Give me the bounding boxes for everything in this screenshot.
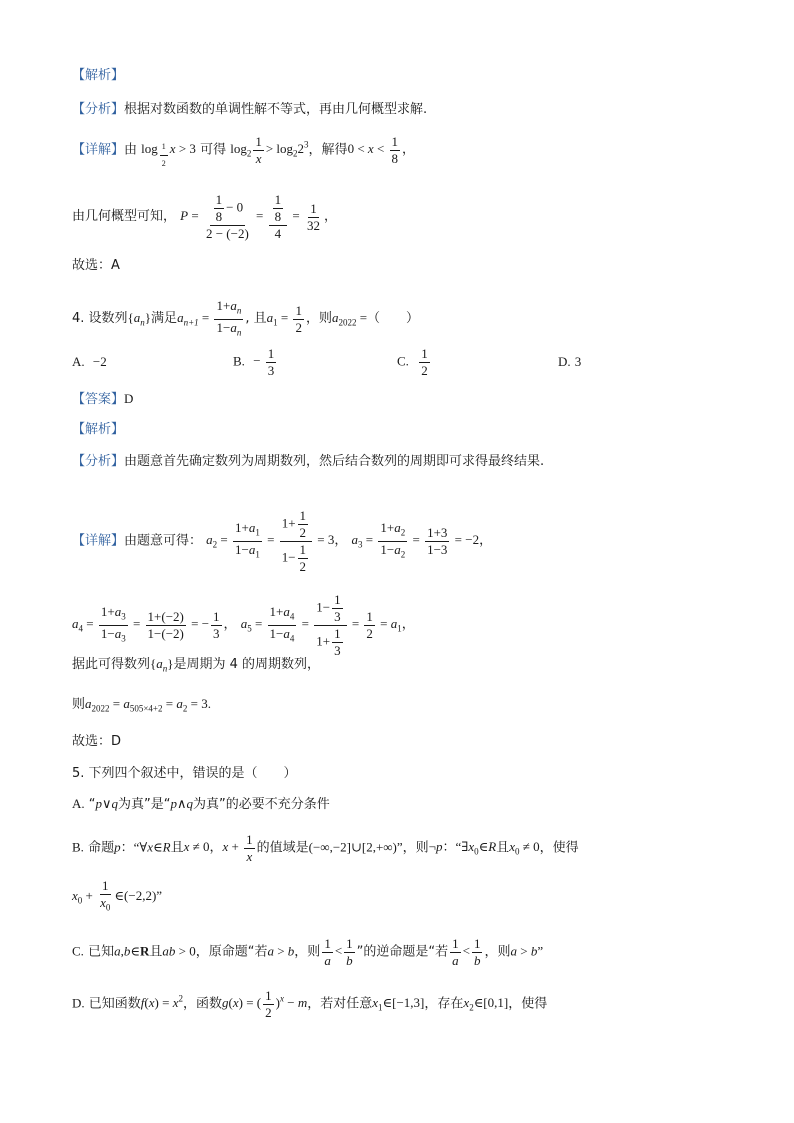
q5-c-text-1: 已知 bbox=[88, 944, 115, 960]
q4-option-b-label: B. bbox=[233, 353, 245, 369]
q5-a-p2: p bbox=[170, 796, 178, 811]
q5-a-q1: q bbox=[111, 796, 119, 811]
q4-period-prefix: 据此可得数列 bbox=[72, 657, 151, 672]
q4-seq: $\{a_n\}$ bbox=[127, 310, 152, 328]
q4-recurrence: $a_{n+1}$ = $\frac{1+a_n}{1-a_n}$ bbox=[177, 298, 242, 338]
q5-d-text-4: ，存在 bbox=[424, 996, 464, 1012]
q5-b-result: $x_0$ + $\frac{1}{x_0}$ ∈(−2,2)” bbox=[72, 878, 163, 913]
q4-option-a-value: −2 bbox=[92, 354, 107, 369]
q5-a-and: ∧ bbox=[177, 796, 187, 811]
q4-jiexi-tag: 【解析】 bbox=[72, 422, 125, 437]
q4-period-suffix: 是周期为 4 的周期数列， bbox=[173, 657, 321, 672]
q3-log-ineq: log $_{\frac{1}{2}}$ x > 3 bbox=[141, 141, 196, 156]
q5-b-p: p bbox=[114, 839, 121, 855]
q5-d-text-2: ，函数 bbox=[183, 996, 223, 1012]
q5-a-or: ∨ bbox=[102, 796, 112, 811]
q5-c-ab: a,b∈R bbox=[114, 943, 150, 959]
q5-d-text-3: ，若对任意 bbox=[307, 996, 373, 1012]
q4-answer-value: D bbox=[124, 391, 134, 406]
q4-stem-end: （ ） bbox=[367, 311, 420, 327]
q5-c-text-6: ，则 bbox=[484, 944, 511, 960]
q4-stem-mid2: , 且 bbox=[245, 311, 267, 327]
q5-c-text-5: ”的逆命题是“若 bbox=[356, 944, 449, 960]
q4-fenxi-tag: 【分析】 bbox=[72, 454, 125, 469]
q5-d-text-1: 已知函数 bbox=[88, 996, 141, 1012]
q5-d-label: D. bbox=[72, 995, 85, 1011]
q3-xiangjie-tag: 【详解】 bbox=[72, 142, 125, 158]
q5-d-x1: $x_1\in[-1,3]$ bbox=[372, 995, 425, 1014]
q4-option-d bbox=[558, 354, 581, 370]
q5-b-text-2: 且 bbox=[170, 840, 184, 856]
q4-option-c bbox=[397, 346, 432, 379]
q4-answer bbox=[72, 389, 133, 410]
q3-prob-formula: P = $\frac{1}{8}$ − 0 2 − (−2) = $\frac{\frac{1}{8}}{4}$ = $\frac{1}{32}$ ， bbox=[180, 192, 337, 241]
q5-c-recip: $\frac{1}{a}$ < $\frac{1}{b}$ bbox=[324, 936, 353, 968]
q5-a-q2: q bbox=[186, 796, 194, 811]
q4-xiangjie-line bbox=[72, 508, 492, 575]
q5-b-text-4: ，则 bbox=[402, 840, 429, 856]
q5-option-b bbox=[72, 832, 579, 865]
q4-a5-calc: $a_5$ = $\frac{1+a_4}{1-a_4}$ = 1− $\frac{1}{3}$ 1+ $\frac{1}{3}$ = $\frac{1}{2}$ = $a_1$， bbox=[240, 592, 415, 658]
q5-d-x2: $x_2\in[0,1]$ bbox=[463, 995, 509, 1014]
q4-option-b bbox=[233, 346, 278, 379]
q3-fenxi-text: 根据对数函数的单调性解不等式，再由几何概型求解. bbox=[124, 102, 428, 117]
q5-a-text-1: 为真”是“ bbox=[118, 797, 171, 812]
q5-stem: 5. 下列四个叙述中，错误的是（ ） bbox=[72, 766, 297, 781]
q5-b-range: (−∞,−2]∪[2,+∞)” bbox=[308, 839, 403, 855]
q5-b-label: B. bbox=[72, 839, 84, 855]
q5-c-agtb-2: a > b” bbox=[510, 943, 544, 959]
q3-geo-prefix: 由几何概型可知， bbox=[72, 208, 177, 224]
q4-option-c-value: $\frac{1}{2}$ bbox=[421, 346, 428, 378]
q4-xiangjie-tag: 【详解】 bbox=[72, 533, 125, 549]
q3-xiangjie-mid: 可得 bbox=[200, 142, 227, 158]
q4-a4-calc: $a_4$ = $\frac{1+a_3}{1-a_3}$ = $\frac{1+(-2)}{1-(-2)}$ = − $\frac{1}{3}$ ， bbox=[72, 604, 237, 644]
q4-a3-calc: $a_3$ = $\frac{1+a_2}{1-a_2}$ = $\frac{1+3}{1-3}$ = −2， bbox=[351, 520, 493, 560]
q5-d-g: g(x) = ( $\frac{1}{2}$ )$^x$ − m bbox=[222, 988, 308, 1020]
q5-c-recip-2: $\frac{1}{a}$ < $\frac{1}{b}$ bbox=[452, 936, 481, 968]
q3-fenxi-tag: 【分析】 bbox=[72, 102, 125, 117]
q5-c-text-2: 且 bbox=[149, 944, 163, 960]
q5-b-text-6: ，使得 bbox=[539, 840, 579, 856]
q5-b-text-5: 且 bbox=[496, 840, 510, 856]
q4-period-seq: $\{a_n\}$ bbox=[150, 656, 174, 674]
q4-stem-prefix: 4. 设数列 bbox=[72, 311, 128, 327]
q5-a-text-2: 为真”的必要不充分条件 bbox=[193, 797, 330, 812]
q3-jiexi-tag: 【解析】 bbox=[72, 68, 125, 83]
q5-option-a bbox=[72, 794, 330, 815]
q5-c-abpos: ab > 0 bbox=[162, 943, 196, 959]
q5-a-open-quote: “ bbox=[88, 797, 96, 812]
q4-a4-a5-line bbox=[72, 592, 415, 659]
q3-fenxi-line bbox=[72, 100, 427, 120]
q4-option-a bbox=[72, 354, 107, 370]
q4-option-d-label: D. bbox=[558, 354, 571, 369]
q4-stem-mid3: ，则 bbox=[305, 311, 332, 327]
q4-period-line bbox=[72, 654, 320, 679]
q4-option-d-value: 3 bbox=[574, 354, 582, 369]
q5-b-xne0: x ≠ 0，x + $\frac{1}{x}$ bbox=[183, 832, 253, 864]
q4-option-a-label: A. bbox=[72, 354, 85, 369]
q5-a-label: A. bbox=[72, 796, 85, 811]
q5-b-text-3: 的值域是 bbox=[256, 840, 309, 856]
q4-option-b-value: − $\frac{1}{3}$ bbox=[253, 346, 275, 378]
q4-fenxi-text: 由题意首先确定数列为周期数列，然后结合数列的周期即可求得最终结果. bbox=[124, 454, 545, 469]
q3-x-range: 0 < x < $\frac{1}{8}$ ， bbox=[347, 134, 416, 166]
q3-xiangjie-prefix: 由 bbox=[124, 142, 138, 158]
q5-c-label: C. bbox=[72, 943, 84, 959]
q3-answer-line: 故选：A bbox=[72, 258, 120, 273]
q5-a-porq: p bbox=[95, 796, 103, 811]
q4-fenxi-line bbox=[72, 452, 544, 472]
q3-log-ineq-2: $\log_2$ $\frac{1}{x}$ > $\log_22^3$ bbox=[230, 134, 309, 166]
q4-a1: $a_1$ = $\frac{1}{2}$ bbox=[266, 302, 302, 335]
q3-geo-line bbox=[72, 192, 337, 242]
q5-b-negp: ¬p：“$\exists x_0\in R$ bbox=[428, 839, 497, 858]
q5-b-forall: ：“∀x∈R bbox=[120, 839, 171, 855]
q4-stem bbox=[72, 298, 419, 340]
q5-c-text-3: ，原命题“若 bbox=[195, 944, 268, 960]
q3-xiangjie-solve: ，解得 bbox=[308, 142, 348, 158]
q4-answer-tag: 【答案】 bbox=[72, 392, 125, 407]
q4-a2022: $a_{2022}$ = bbox=[331, 310, 368, 328]
q4-then-line bbox=[72, 694, 211, 719]
q5-option-b-cont bbox=[72, 878, 162, 916]
q5-option-d bbox=[72, 988, 547, 1021]
q5-c-text-4: ，则 bbox=[294, 944, 321, 960]
q5-b-x0ne0: $x_0 \ne 0$ bbox=[509, 839, 540, 858]
q5-b-text-1: 命题 bbox=[88, 840, 115, 856]
q5-d-f: $f(x) = x^2$ bbox=[140, 994, 183, 1011]
q4-xiangjie-prefix: 由题意可得： bbox=[124, 533, 203, 549]
q4-then-formula: $a_{2022} = a_{505\times 4+2} = a_2 = 3$. bbox=[85, 696, 211, 714]
q5-d-text-5: ，使得 bbox=[508, 996, 548, 1012]
q4-option-c-label: C. bbox=[397, 353, 409, 369]
q4-then-prefix: 则 bbox=[72, 697, 86, 712]
q4-a2-calc: $a_2$ = $\frac{1+a_1}{1-a_1}$ = 1+ $\frac{1}{2}$ 1− $\frac{1}{2}$ = 3， bbox=[206, 508, 348, 574]
q3-xiangjie-line bbox=[72, 134, 415, 172]
q4-stem-mid1: 满足 bbox=[151, 311, 178, 327]
q4-answer-line: 故选：D bbox=[72, 734, 122, 749]
q5-c-agtb: a > b bbox=[267, 943, 295, 959]
q5-option-c bbox=[72, 936, 543, 969]
